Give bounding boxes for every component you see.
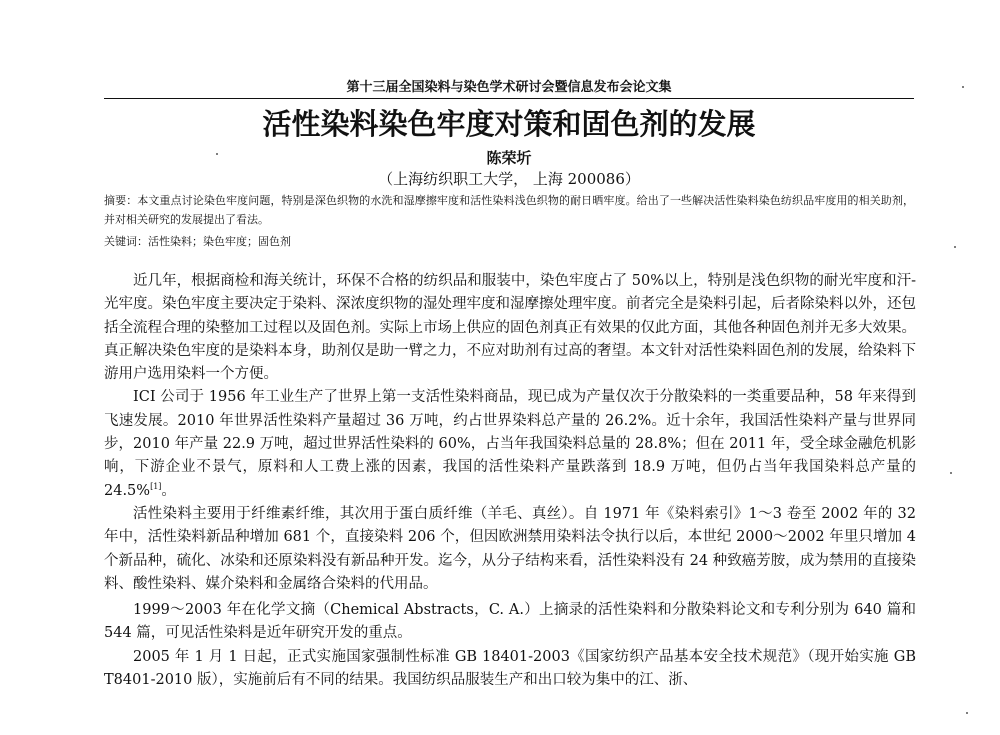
paragraph-text: ICI 公司于 1956 年工业生产了世界上第一支活性染料商品，现已成为产量仅次于分散染料的一类重要品种，58 年来得到飞速发展。2010 年世界活性染料产量超过 36 万吨，约占世界染料总产量的 26.2%。近十余年，我国活性染料产量与世界同步，2010 年产量 22.9 万吨，超过世界活性染料的 60%，占当年我国染料总量的 28.8%；但在 2011 年，受全球金融危机影响，下游企业不景气，原料和人工费上涨的因素，我国的活性染料产量跌落到 18.9 万吨，但仍占当年我国染料总产量的 24.5%	[104, 389, 916, 499]
keywords-text: 活性染料；染色牢度；固色剂	[148, 235, 291, 248]
abstract	[104, 191, 914, 229]
paragraph: 2005 年 1 月 1 日起，正式实施国家强制性标准 GB 18401-2003《国家纺织产品基本安全技术规范》（现开始实施 GB T8401-2010 版），实施前后有不同的结果。我国纺织品服装生产和出口较为集中的江、浙、	[104, 648, 916, 689]
citation-marker: [1]	[150, 481, 162, 491]
paragraph: 活性染料主要用于纤维素纤维，其次用于蛋白质纤维（羊毛、真丝）。自 1971 年《染料索引》1～3 卷至 2002 年的 32 年中，活性染料新品种增加 681 个，直接染料 206 个，但因欧洲禁用染料法令执行以后，本世纪 2000～2002 年里只增加 4 个新品种，硫化、冰染和还原染料没有新品种开发。迄今，从分子结构来看，活性染料没有 24 种致癌芳胺，成为禁用的直接染料、酸性染料、媒介染料和金属络合染料的代用品。	[104, 505, 916, 592]
abstract-text: 本文重点讨论染色牢度问题，特别是深色织物的水洗和湿摩擦牢度和活性染料浅色织物的耐日晒牢度。给出了一些解决活性染料染色纺织品牢度用的相关助剂，并对相关研究的发展提出了看法。	[104, 194, 914, 226]
body-text	[104, 270, 916, 692]
paragraph-tail: 。	[161, 482, 176, 499]
paragraph: 1999～2003 年在化学文摘（Chemical Abstracts，C. A.）上摘录的活性染料和分散染料论文和专利分别为 640 篇和 544 篇，可见活性染料是近年研究开发的重点。	[104, 602, 916, 642]
author-affiliation: （上海纺织职工大学， 上海 200086）	[378, 170, 640, 188]
scan-speck	[954, 246, 956, 248]
paper-title: 活性染料染色牢度对策和固色剂的发展	[262, 107, 756, 141]
abstract-label: 摘要：	[104, 194, 138, 207]
scan-speck	[216, 153, 218, 155]
paragraph: 近几年，根据商检和海关统计，环保不合格的纺织品和服装中，染色牢度占了 50%以上，特别是浅色织物的耐光牢度和汗-光牢度。染色牢度主要决定于染料、深浓度织物的湿处理牢度和湿摩擦处理牢度。前者完全是染料引起，后者除染料以外，还包括全流程合理的染整加工过程以及固色剂。实际上市场上供应的固色剂真正有效果的仅此方面，其他各种固色剂并无多大效果。真正解决染色牢度的是染料本身，助剂仅是助一臂之力，不应对助剂有过高的奢望。本文针对活性染料固色剂的发展，给染料下游用户选用染料一个方便。	[104, 273, 916, 383]
scan-speck	[962, 86, 964, 88]
scan-speck	[950, 472, 952, 474]
author-name: 陈荣圻	[486, 149, 532, 167]
keywords-label: 关键词：	[104, 235, 148, 248]
scan-speck	[966, 712, 968, 714]
running-header: 第十三届全国染料与染色学术研讨会暨信息发布会论文集	[104, 80, 914, 99]
keywords	[104, 232, 914, 251]
paragraph	[104, 386, 916, 502]
